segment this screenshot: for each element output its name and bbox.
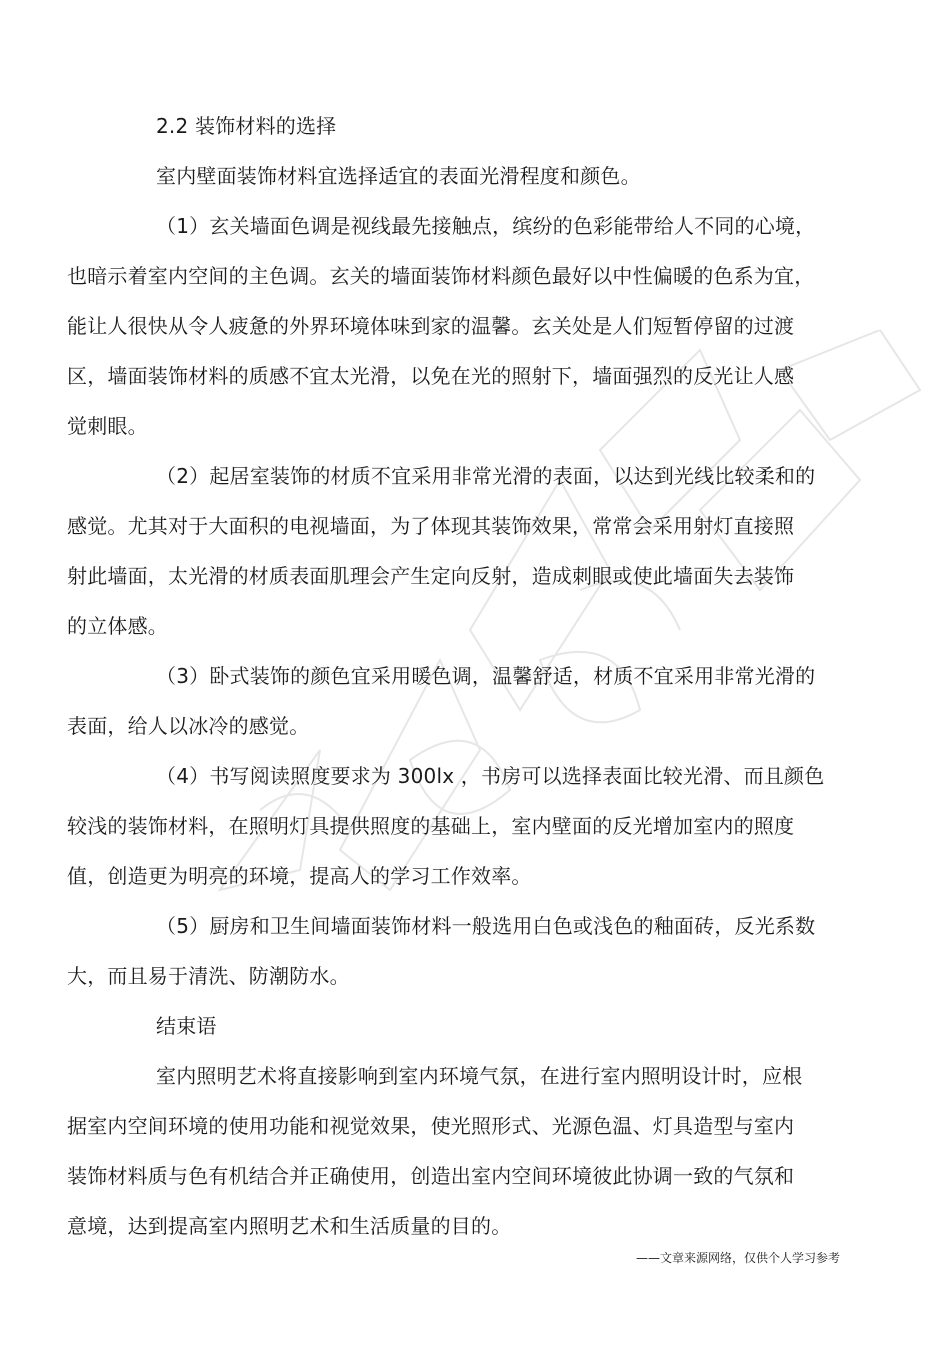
- item-2-line: 感觉。尤其对于大面积的电视墙面，为了体现其装饰效果，常常会采用射灯直接照: [67, 514, 795, 538]
- item-3-line: （3）卧式装饰的颜色宜采用暖色调，温馨舒适，材质不宜采用非常光滑的: [156, 664, 816, 688]
- conclusion-line: 装饰材料质与色有机结合并正确使用，创造出室内空间环境彼此协调一致的气氛和: [67, 1164, 795, 1188]
- item-1-line: 区，墙面装饰材料的质感不宜太光滑，以免在光的照射下，墙面强烈的反光让人感: [67, 364, 795, 388]
- item-4-line: 较浅的装饰材料，在照明灯具提供照度的基础上，室内壁面的反光增加室内的照度: [67, 814, 795, 838]
- item-2-line: （2）起居室装饰的材质不宜采用非常光滑的表面，以达到光线比较柔和的: [156, 464, 816, 488]
- conclusion-line: 据室内空间环境的使用功能和视觉效果，使光照形式、光源色温、灯具造型与室内: [67, 1114, 795, 1138]
- item-1-line: 觉刺眼。: [67, 414, 148, 438]
- conclusion-line: 室内照明艺术将直接影响到室内环境气氛，在进行室内照明设计时，应根: [156, 1064, 803, 1088]
- conclusion-line: 意境，达到提高室内照明艺术和生活质量的目的。: [67, 1214, 512, 1238]
- item-5-line: （5）厨房和卫生间墙面装饰材料一般选用白色或浅色的釉面砖，反光系数: [156, 914, 816, 938]
- item-3-line: 表面，给人以冰冷的感觉。: [67, 714, 310, 738]
- section-heading: 2.2 装饰材料的选择: [156, 114, 337, 138]
- item-4-line: 值，创造更为明亮的环境，提高人的学习工作效率。: [67, 864, 532, 888]
- item-4-line: （4）书写阅读照度要求为 300lx ，书房可以选择表面比较光滑、而且颜色: [156, 764, 825, 788]
- item-5-line: 大，而且易于清洗、防潮防水。: [67, 964, 350, 988]
- watermark-graphic: [180, 330, 940, 930]
- conclusion-heading: 结束语: [156, 1014, 217, 1038]
- item-1-line: （1）玄关墙面色调是视线最先接触点，缤纷的色彩能带给人不同的心境，: [156, 214, 816, 238]
- source-note: ——文章来源网络，仅供个人学习参考: [636, 1251, 841, 1265]
- item-2-line: 的立体感。: [67, 614, 168, 638]
- intro-paragraph: 室内壁面装饰材料宜选择适宜的表面光滑程度和颜色。: [156, 164, 641, 188]
- item-2-line: 射此墙面，太光滑的材质表面肌理会产生定向反射，造成刺眼或使此墙面失去装饰: [67, 564, 795, 588]
- item-1-line: 能让人很快从令人疲惫的外界环境体味到家的温馨。玄关处是人们短暂停留的过渡: [67, 314, 795, 338]
- item-1-line: 也暗示着室内空间的主色调。玄关的墙面装饰材料颜色最好以中性偏暖的色系为宜，: [67, 264, 815, 288]
